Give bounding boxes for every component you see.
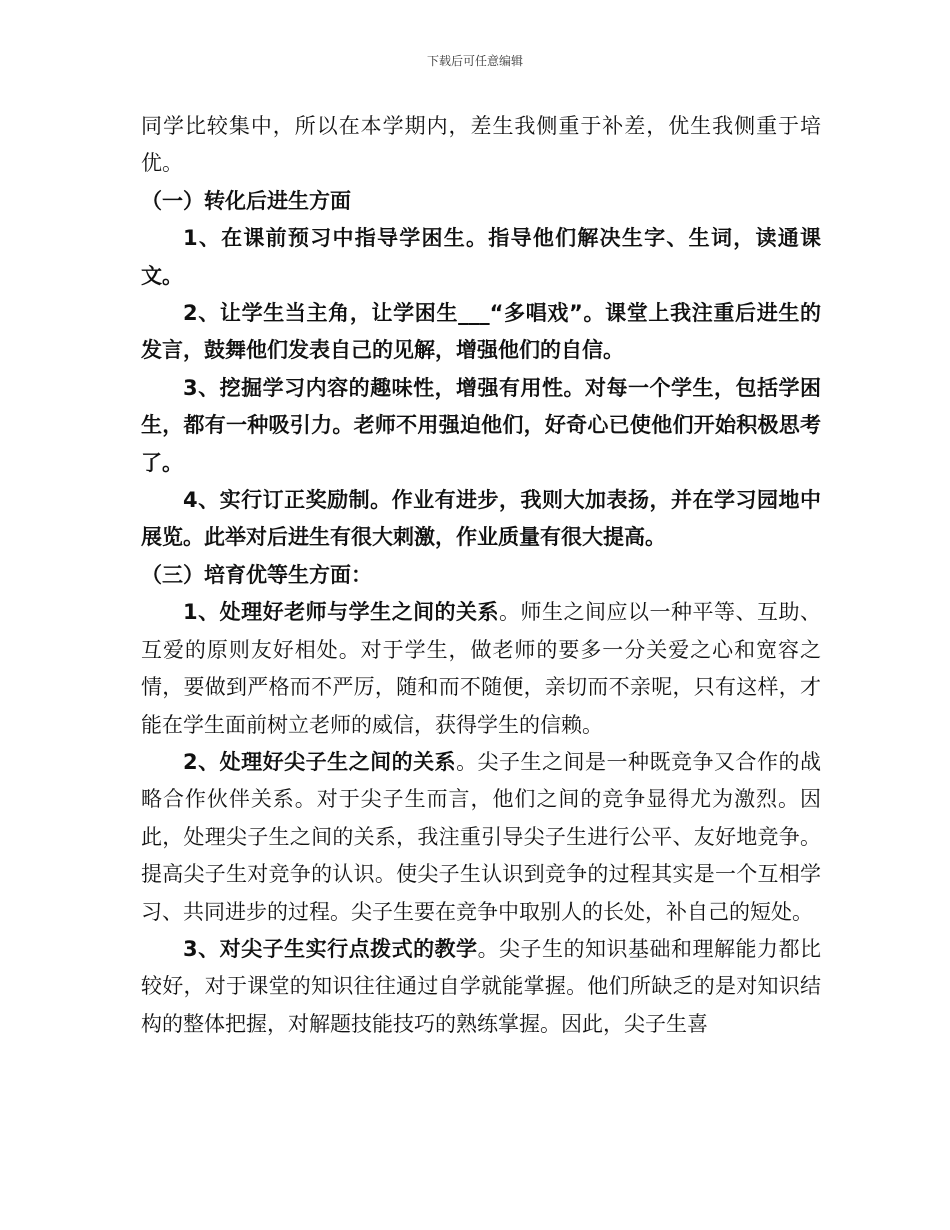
section-heading-1: （一）转化后进生方面	[141, 188, 351, 213]
page-header: 下载后可任意编辑	[426, 54, 523, 68]
paragraph-guided-teaching	[141, 931, 821, 1043]
paragraph-teacher-student	[141, 594, 821, 744]
paragraph-item-3: 3、挖掘学习内容的趣味性，增强有用性。对每一个学生，包括学困生，都有一种吸引力。老师不用强迫他们，好奇心已使他们开始积极思考了。	[141, 375, 821, 475]
paragraph-body: 。尖子生的知识基础和理解能力都比较好，对于课堂的知识往往通过自学就能掌握。他们所缺乏的是对知识结构的整体把握，对解题技能技巧的熟练掌握。因此，尖子生喜	[141, 936, 821, 1036]
document-body	[141, 108, 821, 1043]
paragraph-top-students	[141, 744, 821, 931]
paragraph-body: 。尖子生之间是一种既竞争又合作的战略合作伙伴关系。对于尖子生而言，他们之间的竞争显得尤为激烈。因此，处理尖子生之间的关系，我注重引导尖子生进行公平、友好地竞争。提高尖子生对竞争的认识。使尖子生认识到竞争的过程其实是一个互相学习、共同进步的过程。尖子生要在竞争中取别人的长处，补自己的短处。	[141, 749, 821, 924]
paragraph-lead: 3、对尖子生实行点拨式的教学	[183, 936, 478, 961]
paragraph-body: 。师生之间应以一种平等、互助、互爱的原则友好相处。对于学生，做老师的要多一分关爱之心和宽容之情，要做到严格而不严厉，随和而不随便，亲切而不亲呢，只有这样，才能在学生面前树立老师的威信，获得学生的信赖。	[141, 600, 821, 737]
paragraph-lead: 1、处理好老师与学生之间的关系	[183, 600, 500, 625]
paragraph-item-4: 4、实行订正奖励制。作业有进步，我则大加表扬，并在学习园地中展览。此举对后进生有很大刺激，作业质量有很大提高。	[141, 488, 821, 550]
paragraph-lead: 2、处理好尖子生之间的关系	[183, 749, 457, 774]
paragraph-item-2: 2、让学生当主角，让学困生___“多唱戏”。课堂上我注重后进生的发言，鼓舞他们发表自己的见解，增强他们的自信。	[141, 301, 821, 363]
paragraph-continuation: 同学比较集中，所以在本学期内，差生我侧重于补差，优生我侧重于培优。	[141, 114, 821, 176]
paragraph-item-1: 1、在课前预习中指导学困生。指导他们解决生字、生词，读通课文。	[141, 226, 821, 288]
section-heading-3: （三）培育优等生方面：	[141, 562, 372, 587]
